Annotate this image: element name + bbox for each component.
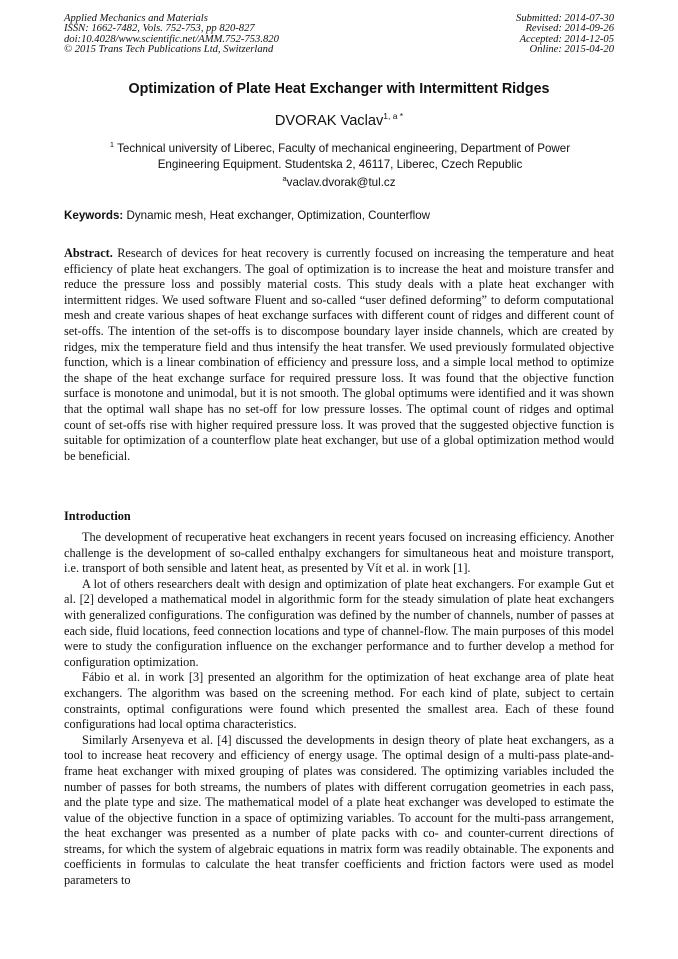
submission-dates: [516, 14, 614, 56]
author-name: DVORAK Vaclav: [274, 113, 384, 129]
email-line: [0, 174, 678, 189]
author-superscript: 1, a *: [383, 111, 404, 121]
email-address[interactable]: vaclav.dvorak@tul.cz: [286, 176, 396, 189]
affiliation-text: Technical university of Liberec, Faculty of mechanical engineering, Department of Power Engineering Equipment. Studentska 2, 46117, Liberec, Czech Republic: [117, 142, 571, 172]
abstract-text: Research of devices for heat recovery is currently focused on increasing the temperature and heat efficiency of plate heat exchangers. The goal of optimization is to increase the heat and moisture transfer and reduce the pressure loss and possibly material costs. This study deals with a plate heat exchanger with intermittent ridges. We used software Fluent and so-called “user defined deforming” to deform computational mesh and create various shapes of heat exchange surfaces with different count of ridges and different count of set-offs. The intention of the set-offs is to discompose boundary layer inside channels, which are created by ridges, mix the temperature field and thus intensify the heat transfer. We used previously formulated objective function, which is a linear combination of efficiency and pressure loss, and a simple local method to optimize the shape of the heat exchange surface for required pressure loss. It was found that the objective function surface is monotone and unimodal, but it is not smooth. The global optimums were identified and it was shown that the optimal wall shape has no set-off for low pressure losses. The optimal count of ridges and optimal count of set-offs rise with higher required pressure loss. It was proved that the suggested objective function is suitable for optimization of a counterflow plate heat exchanger, but use of a global optimization method would be beneficial.: [64, 246, 614, 463]
intro-paragraph-1: The development of recuperative heat exchangers in recent years focused on increasing efficiency. Another challenge is the development of so-called enthalpy exchangers for simultaneous heat and moisture transport, i.e. transport of both sensible and latent heat, as presented by Vít et al. in work [1].: [64, 530, 614, 576]
publication-info: [64, 14, 279, 56]
doi-line: doi:10.4028/www.scientific.net/AMM.752-753.820: [64, 33, 279, 45]
affiliation-superscript: 1: [109, 140, 115, 149]
copyright-line: © 2015 Trans Tech Publications Ltd, Switzerland: [64, 44, 274, 56]
online-date: Online: 2015-04-20: [529, 44, 614, 56]
email-superscript: a: [282, 174, 287, 183]
journal-name: Applied Mechanics and Materials: [64, 13, 208, 24]
intro-paragraph-2: A lot of others researchers dealt with design and optimization of plate heat exchangers. For example Gut et al. [2] developed a mathematical model in algorithmic form for the steady simulation of plate heat exchangers with generalized configurations. The configuration was defined by the number of channels, number of passes at each side, fluid locations, feed connection locations and type of channel-flow. The main purposes of this model were to study the configuration influence on the exchanger performance and to further develop a method for configuration optimization.: [64, 576, 614, 669]
accepted-date: Accepted: 2014-12-05: [519, 33, 614, 45]
introduction-heading: Introduction: [64, 509, 131, 523]
keywords-text: Dynamic mesh, Heat exchanger, Optimization, Counterflow: [126, 209, 431, 222]
issn-line: ISSN: 1662-7482, Vols. 752-753, pp 820-827: [64, 23, 255, 35]
intro-paragraph-4: Similarly Arsenyeva et al. [4] discussed the developments in design theory of plate heat exchangers, as a tool to increase heat recovery and efficiency of energy usage. The optimal design of a multi-pass plate-and-frame heat exchanger with mixed grouping of plates was considered. The optimizing variables included the number of passes for both streams, the numbers of plates with different corrugation geometries in each pass, and the plate type and size. The mathematical model of a plate heat exchanger was developed to estimate the value of the objective function in a space of optimizing variables. To account for the multi-pass arrangement, the heat exchanger was presented as a number of plate packs with co- and counter-current directions of streams, for which the system of algebraic equations in matrix form was readily obtainable. The exponents and coefficients in formulas to calculate the heat transfer coefficients and friction factors were used as model parameters to: [64, 732, 614, 888]
submitted-date: Submitted: 2014-07-30: [516, 13, 614, 24]
affiliation: [80, 137, 600, 173]
abstract-label: Abstract.: [64, 246, 113, 260]
revised-date: Revised: 2014-09-26: [525, 23, 614, 35]
introduction-body: [64, 530, 614, 889]
keywords: [64, 209, 430, 222]
author-line: [0, 111, 678, 129]
abstract: [64, 246, 614, 464]
abstract-paragraph: [64, 246, 614, 464]
intro-paragraph-3: Fábio et al. in work [3] presented an algorithm for the optimization of heat exchange area of plate heat exchangers. The algorithm was based on the screening method. For each kind of plate, subject to certain constraints, optimal configurations were found which presented the smallest area. Each of these found configurations had local optima characteristics.: [64, 670, 614, 732]
paper-title: Optimization of Plate Heat Exchanger with Intermittent Ridges: [128, 81, 550, 97]
keywords-label: Keywords:: [64, 209, 124, 222]
